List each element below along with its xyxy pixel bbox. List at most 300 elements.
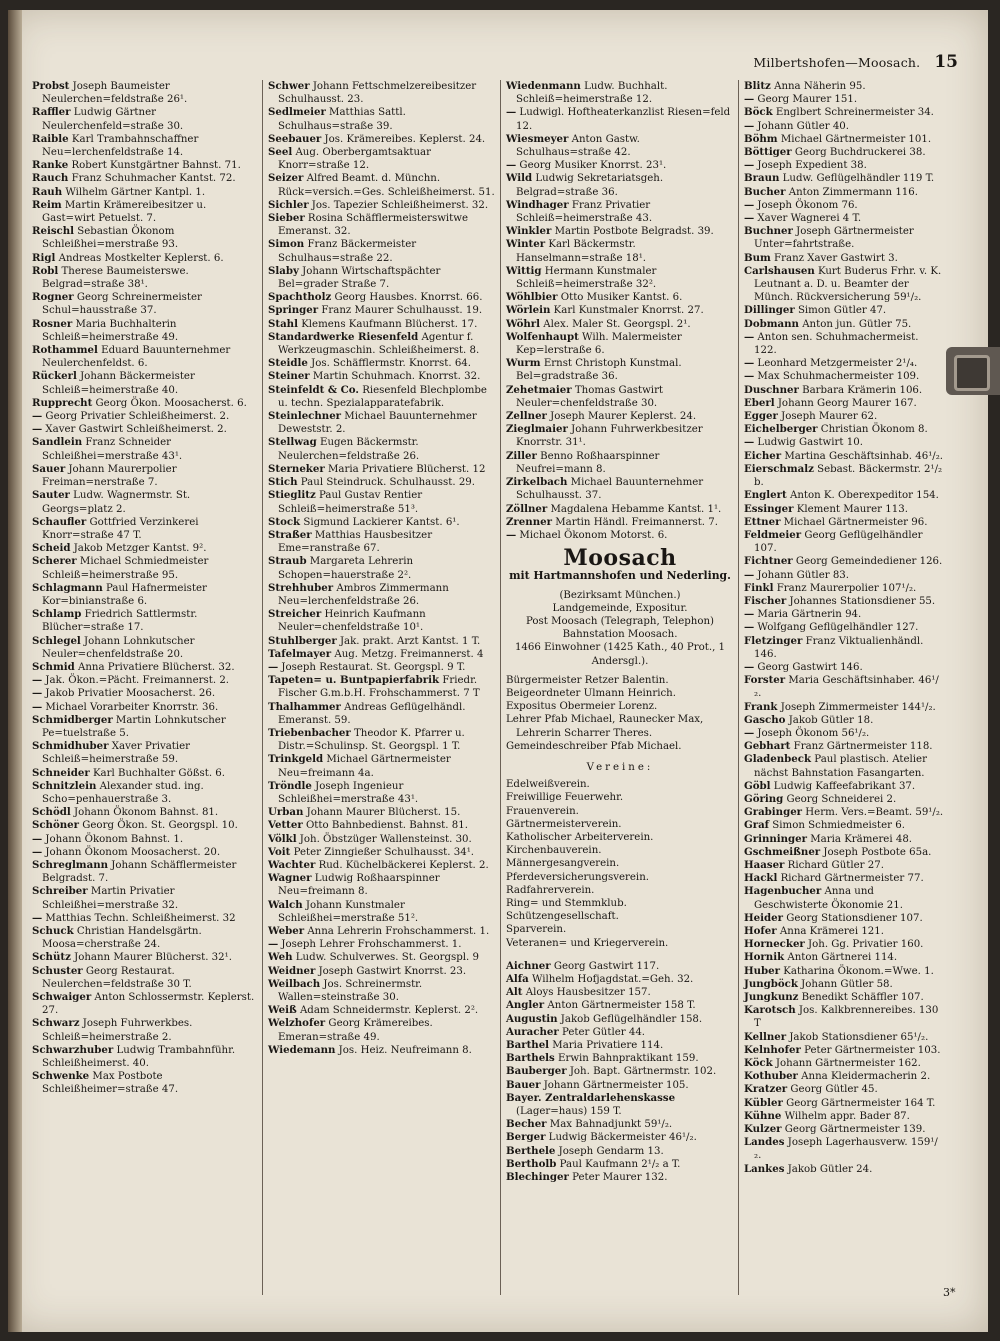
entry-details: Eugen Bäckermstr. Neulerchen=feldstraße 26. [278, 437, 420, 462]
entry-name: — [32, 674, 43, 687]
directory-entry [32, 225, 260, 251]
entry-name: Stock [268, 515, 301, 528]
entry-details: Karl Buchhalter Gößst. 6. [89, 767, 226, 779]
directory-entry [744, 186, 944, 199]
directory-entry [268, 370, 496, 383]
entry-name: Fletzinger [744, 634, 803, 647]
entry-name: Lankes [744, 1162, 785, 1175]
entry-details: Anna Lehrerin Frohschammerst. 1. [304, 926, 490, 937]
entry-details: Jos. Schreinermstr. Wallen=steinstraße 30. [278, 978, 423, 1004]
entry-details: Sigmund Lackierer Kantst. 6¹. [300, 516, 460, 528]
entry-name: — [744, 660, 755, 673]
entry-details: Michael Bauunternehmer Schulhausst. 37. [516, 477, 704, 502]
entry-name: Eberl [744, 396, 775, 409]
directory-entry [32, 991, 260, 1017]
directory-entry [744, 1004, 944, 1030]
verein-item: Veteranen= und Kriegerverein. [506, 937, 669, 949]
entry-details: Joseph Expedient 38. [754, 160, 867, 172]
directory-column-2 [268, 80, 496, 1057]
directory-entry [744, 318, 944, 331]
entry-name: Ettner [744, 515, 781, 528]
entry-name: Windhager [506, 198, 569, 211]
entry-name: Grabinger [744, 806, 803, 819]
entry-details: Maria Geschäftsinhaber. 46¹/₂. [754, 675, 939, 700]
entry-details: Jakob Gütler 24. [784, 1163, 873, 1175]
directory-entry [744, 885, 944, 911]
entry-name: Springer [268, 304, 319, 317]
directory-entry [32, 859, 260, 885]
page-header [738, 52, 958, 76]
entry-name: Schöner [32, 819, 80, 832]
directory-entry [32, 186, 260, 199]
directory-entry [32, 740, 260, 766]
entry-name: Wurm [506, 357, 541, 370]
page-number: 15 [934, 52, 958, 72]
entry-name: Köck [744, 1057, 773, 1070]
entry-details: Aloys Hausbesitzer 157. [522, 987, 651, 999]
entry-details: Peter Zinngießer Schulhausst. 34¹. [290, 846, 475, 858]
entry-details: Jos. Heiz. Neufreimann 8. [335, 1044, 472, 1056]
directory-entry [744, 384, 944, 397]
directory-entry [744, 569, 944, 582]
entry-name: Sauer [32, 462, 66, 475]
entry-name: — [744, 159, 755, 172]
directory-entry [744, 1070, 944, 1083]
entry-details: Otto Musiker Kantst. 6. [557, 292, 683, 304]
entry-details: Anton K. Oberexpeditor 154. [786, 490, 939, 502]
directory-entry [268, 304, 496, 317]
entry-details: Martin Krämereibesitzer u. Gast=wirt Petuelst. 7. [42, 199, 207, 225]
verein-item: Freiwillige Feuerwehr. [506, 792, 624, 804]
verein-item: Männergesangverein. [506, 858, 620, 870]
directory-entry [268, 899, 496, 925]
entry-name: Grinninger [744, 832, 808, 845]
official-line: Bürgermeister Retzer Balentin. [506, 674, 669, 686]
entry-details: Johann Maurer Blücherst. 15. [303, 807, 461, 819]
entry-details: Johann Fuhrwerkbesitzer Knorrstr. 31¹. [516, 424, 703, 449]
directory-entry [268, 172, 496, 198]
entry-name: Schwarz [32, 1017, 80, 1030]
column-divider [500, 80, 501, 1295]
column-divider [738, 80, 739, 1295]
directory-entry [744, 93, 944, 106]
book-spine [8, 10, 22, 1332]
entry-name: Graf [744, 819, 770, 832]
entry-name: Schwaiger [32, 991, 92, 1004]
entry-name: Gebhart [744, 740, 791, 753]
entry-name: — [744, 93, 755, 106]
entry-details: Michael Vorarbeiter Knorrstr. 36. [42, 701, 219, 713]
directory-entry [744, 1097, 944, 1110]
entry-details: Johann Ökonom Bahnst. 1. [42, 833, 184, 845]
directory-entry [506, 225, 734, 238]
directory-page [8, 10, 988, 1332]
directory-entry [32, 780, 260, 806]
directory-entry [744, 1044, 944, 1057]
entry-name: — [32, 832, 43, 845]
directory-entry [32, 965, 260, 991]
entry-name: Rothammel [32, 344, 98, 357]
directory-entry [506, 357, 734, 383]
entry-details: Alfred Beamt. d. Münchn. Rück=versich.=Ges. Schleißheimerst. 51. [278, 173, 495, 198]
entry-name: Steinfeldt & Co. [268, 383, 359, 396]
directory-entry [744, 806, 944, 819]
directory-entry [32, 912, 260, 925]
entry-details: Michael Bauunternehmer Deweststr. 2. [278, 411, 477, 436]
entry-name: Sandlein [32, 436, 83, 449]
entry-name: Wörlein [506, 304, 551, 317]
entry-name: Zieglmaier [506, 423, 568, 436]
directory-entry [32, 833, 260, 846]
entry-name: Angler [506, 999, 545, 1012]
directory-entry [32, 397, 260, 410]
entry-details: Ludwig Sekretariatsgeh. Belgrad=straße 36. [516, 173, 664, 198]
entry-details: Jos. Kalkbrennereibes. 130 T [754, 1005, 939, 1030]
entry-name: — [506, 159, 517, 172]
entry-details: Johann Wirtschaftspächter Bel=grader Straße 7. [278, 265, 441, 291]
entry-details: Kurt Buderus Frhr. v. K. Leutnant a. D. u. Beamter der Münch. Rückversicherung 59¹/₂. [754, 265, 942, 304]
entry-details: Joseph Restaurat. St. Georgspl. 9 T. [278, 661, 466, 673]
directory-entry [506, 133, 734, 159]
directory-entry [744, 740, 944, 753]
entry-details: Andreas Mostkelter Keplerst. 6. [55, 252, 224, 264]
entry-name: Gascho [744, 713, 786, 726]
directory-entry [32, 344, 260, 370]
entry-name: Heider [744, 911, 783, 924]
official-line: Expositus Obermeier Lorenz. [506, 701, 658, 713]
entry-details: Ludwig Bäckermeister 46¹/₂. [545, 1132, 697, 1144]
directory-entry [32, 951, 260, 964]
directory-entry [744, 872, 944, 885]
directory-entry [506, 476, 734, 502]
entry-name: Stahl [268, 317, 298, 330]
entry-details: Georg Musiker Knorrst. 23¹. [516, 160, 667, 172]
entry-name: Rauh [32, 185, 63, 198]
entry-name: Schlagmann [32, 581, 103, 594]
entry-details: Martin Postbote Belgradst. 39. [551, 226, 714, 238]
entry-details: Anna Krämerei 121. [776, 926, 885, 937]
entry-details: Englbert Schreinermeister 34. [772, 107, 934, 119]
entry-name: Finkl [744, 581, 774, 594]
entry-details: Ludwig Gärtner Neulerchenfeld=straße 30. [42, 107, 184, 132]
entry-name: Stellwag [268, 436, 317, 449]
entry-name: Duschner [744, 383, 799, 396]
entry-details: Maria Buchhalterin Schleiß=heimerstraße 49. [42, 318, 179, 343]
entry-name: — [744, 330, 755, 343]
directory-entry [32, 463, 260, 489]
entry-details: Johann Bäckermeister Schleiß=heimerstraße 40. [42, 371, 195, 396]
entry-details: Peter Gärtnermeister 103. [800, 1044, 941, 1056]
directory-entry [744, 1031, 944, 1044]
directory-entry [744, 252, 944, 265]
entry-details: Rud. Küchelbäckerei Keplerst. 2. [315, 859, 489, 871]
directory-entry [32, 674, 260, 687]
directory-entry [506, 172, 734, 198]
directory-entry [32, 318, 260, 344]
directory-entry [268, 925, 496, 938]
directory-entry [506, 1026, 734, 1039]
entry-name: Schuck [32, 925, 74, 937]
directory-entry [268, 146, 496, 172]
directory-entry [744, 172, 944, 185]
entry-details: Johann Lohnkutscher Neuler=chenfeldstraße 20. [42, 635, 195, 660]
entry-name: Schwer [268, 80, 310, 92]
entry-details: Anna Näherin 95. [770, 81, 866, 92]
entry-name: Zirkelbach [506, 476, 568, 489]
moosach-residents [506, 960, 734, 1184]
entry-name: — [744, 198, 755, 211]
directory-entry [268, 318, 496, 331]
entry-details: Jakob Stationsdiener 65¹/₂. [786, 1031, 929, 1043]
directory-entry [268, 965, 496, 978]
entry-name: Eichelberger [744, 423, 818, 436]
directory-entry [268, 555, 496, 581]
entry-details: Georg Gastwirt 117. [550, 960, 660, 972]
directory-entry [32, 423, 260, 436]
entry-details: Franz Schneider Schleißhei=merstraße 43¹. [42, 437, 183, 462]
entry-details: Xaver Privatier Schleiß=heimerstraße 59. [42, 741, 191, 766]
directory-entry [744, 621, 944, 634]
directory-entry [506, 410, 734, 423]
entry-details: Johannes Stationsdiener 55. [786, 595, 936, 607]
directory-entry [506, 1092, 734, 1118]
entry-name: Hornik [744, 951, 785, 964]
directory-entry [744, 833, 944, 846]
entry-name: Slaby [268, 264, 299, 277]
directory-entry [506, 304, 734, 317]
entry-details: Franz Bäckermeister Schulhaus=straße 22. [278, 239, 417, 264]
entry-details: Jakob Privatier Moosacherst. 26. [42, 688, 216, 700]
entry-name: Welzhofer [268, 1017, 326, 1030]
directory-entry [744, 912, 944, 925]
directory-entry [744, 225, 944, 251]
entry-details: Maria Privatiere 114. [549, 1040, 664, 1052]
entry-details: Robert Kunstgärtner Bahnst. 71. [68, 160, 241, 172]
entry-name: Englert [744, 489, 787, 502]
directory-entry [32, 608, 260, 634]
directory-entry [268, 265, 496, 291]
entry-details: Joseph Ökonom 76. [754, 199, 858, 211]
district-label: (Bezirksamt München.) [559, 589, 681, 601]
entry-details: Ernst Christoph Kunstmal. Bel=gradstraße 36. [516, 358, 682, 383]
directory-entry [744, 965, 944, 978]
directory-entry [32, 661, 260, 674]
entry-details: Karl Trambahnschaffner Neu=lerchenfeldstraße 14. [42, 133, 199, 159]
entry-name: Robl [32, 264, 59, 277]
verein-item: Sparverein. [506, 924, 567, 936]
entry-name: Winter [506, 238, 546, 251]
entry-name: Thalhammer [268, 700, 341, 713]
entry-details: Joseph Fuhrwerkbes. Schleiß=heimerstraße 2. [42, 1018, 193, 1043]
directory-entry [744, 1136, 944, 1162]
entry-name: Alfa [506, 973, 529, 985]
entry-details: Margareta Lehrerin Schopen=hauerstraße 2². [278, 556, 414, 581]
directory-entry [32, 1070, 260, 1096]
entry-name: Carlshausen [744, 264, 815, 277]
entry-name: Schlamp [32, 608, 82, 621]
entry-details: Georg Hausbes. Knorrst. 66. [331, 292, 483, 304]
directory-entry [744, 463, 944, 489]
directory-entry [32, 819, 260, 832]
entry-name: Huber [744, 964, 781, 977]
entry-name: Schmidhuber [32, 740, 109, 753]
entry-details: Maria Gärtnerin 94. [754, 609, 862, 621]
entry-details: Paul plastisch. Atelier nächst Bahnstation Fasangarten. [754, 754, 927, 779]
entry-details: Magdalena Hebamme Kantst. 1¹. [547, 503, 722, 515]
directory-entry [268, 1044, 496, 1057]
entry-name: Weber [268, 925, 305, 937]
entry-details: Martin Privatier Schleißhei=merstraße 32. [42, 886, 179, 911]
entry-details: Johann Georg Maurer 167. [774, 397, 917, 409]
entry-details: Joseph Maurer 62. [777, 411, 878, 423]
directory-entry [744, 489, 944, 502]
entry-details: Jakob Gütler 18. [785, 714, 874, 726]
directory-entry [506, 960, 734, 973]
directory-entry [268, 635, 496, 648]
section-title: Moosach [563, 545, 677, 572]
entry-details: Xaver Wagnerei 4 T. [754, 213, 862, 225]
directory-entry [32, 172, 260, 185]
entry-details: Jos. Tapezier Schleißheimerst. 32. [308, 199, 489, 211]
directory-entry [506, 1131, 734, 1144]
entry-name: Seebauer [268, 132, 322, 145]
entry-details: Christian Ökonom 8. [817, 424, 928, 436]
directory-entry [744, 106, 944, 119]
entry-name: Augustin [506, 1012, 558, 1025]
directory-entry [268, 846, 496, 859]
entry-name: Jungkunz [744, 991, 799, 1004]
entry-details: Paul Kaufmann 2¹/₂ a T. [556, 1158, 681, 1170]
entry-name: Göbl [744, 779, 771, 792]
column-divider [262, 80, 263, 1295]
entry-name: — [506, 106, 517, 119]
directory-entry [32, 252, 260, 265]
entry-name: Böttiger [744, 146, 792, 159]
entry-name: — [32, 423, 43, 436]
signature-mark: 3* [943, 1286, 956, 1299]
entry-name: Stuhlberger [268, 634, 337, 647]
verein-item: Schützengesellschaft. [506, 911, 619, 923]
entry-name: Bertholb [506, 1157, 557, 1170]
directory-entry [268, 582, 496, 608]
entry-details: Sebastian Ökonom Schleißhei=merstraße 93. [42, 226, 179, 251]
directory-entry [268, 833, 496, 846]
verein-item: Katholischer Arbeiterverein. [506, 831, 654, 843]
directory-entry [268, 476, 496, 489]
directory-entry [268, 648, 496, 661]
entry-name: Urban [268, 806, 304, 819]
entry-details: Wilhelm Hofjagdstat.=Geh. 32. [528, 974, 694, 985]
entry-name: Wiesmeyer [506, 132, 569, 145]
entry-details: (Lager=haus) 159 T. [516, 1106, 622, 1118]
directory-entry [268, 212, 496, 238]
entry-name: Blitz [744, 80, 771, 92]
verein-item: Edelweißverein. [506, 779, 590, 791]
entry-details: Johann Ökonom Bahnst. 81. [70, 807, 219, 819]
directory-entry [268, 938, 496, 951]
entry-details: Michael Gärtnermeister 101. [777, 133, 932, 145]
entry-details: Leonhard Metzgermeister 2¹/₄. [754, 358, 918, 370]
directory-entry [268, 1004, 496, 1017]
entry-details: Anton Gärtnerei 114. [784, 952, 898, 964]
entry-name: Schneider [32, 766, 90, 779]
directory-entry [744, 146, 944, 159]
entry-name: Steiner [268, 370, 310, 383]
entry-name: Schödl [32, 806, 71, 819]
entry-name: Ranke [32, 159, 69, 172]
entry-name: Kübler [744, 1096, 783, 1109]
directory-entry [32, 1017, 260, 1043]
directory-entry [268, 133, 496, 146]
entry-details: Andreas Geflügelhändl. Emeranst. 59. [278, 701, 466, 726]
directory-entry [506, 1065, 734, 1078]
entry-name: Alt [506, 986, 523, 999]
directory-entry [32, 436, 260, 462]
entry-name: Sedlmeier [268, 106, 326, 119]
entry-name: Weiß [268, 1004, 297, 1017]
entry-details: Georg Geflügelhändler 107. [754, 529, 923, 555]
directory-entry [744, 1057, 944, 1070]
directory-entry [744, 450, 944, 463]
entry-details: Otto Bahnbedienst. Bahnst. 81. [302, 820, 468, 832]
directory-entry [744, 793, 944, 806]
entry-name: Böhm [744, 132, 778, 145]
directory-entry [744, 516, 944, 529]
entry-name: — [32, 687, 43, 700]
entry-details: Benedikt Schäffler 107. [798, 992, 924, 1004]
directory-entry [744, 674, 944, 700]
entry-name: Wiedenmann [506, 80, 581, 92]
entry-details: Martin Händl. Freimannerst. 7. [551, 516, 718, 528]
entry-details: Xaver Gastwirt Schleißheimerst. 2. [42, 424, 227, 436]
entry-name: Spachtholz [268, 291, 332, 304]
directory-entry [744, 819, 944, 832]
entry-details: Jos. Krämereibes. Keplerst. 24. [321, 133, 486, 145]
entry-details: Ludw. Wagnermstr. St. Georgs=platz 2. [42, 490, 191, 515]
entry-details: Joseph Gendarm 13. [555, 1145, 664, 1157]
directory-entry [268, 780, 496, 806]
entry-details: Paul Steindruck. Schulhausst. 29. [297, 477, 476, 489]
entry-name: Gschmeißner [744, 845, 821, 858]
officials-list [506, 674, 734, 753]
verein-item: Ring= und Stemmklub. [506, 897, 627, 909]
directory-entry [506, 291, 734, 304]
entry-details: Franz Gärtnermeister 118. [790, 741, 933, 753]
entry-name: Zrenner [506, 515, 552, 528]
directory-entry [506, 384, 734, 410]
entry-details: Karl Bäckermstr. Hanselmann=straße 18¹. [516, 239, 647, 264]
entry-name: Reischl [32, 225, 75, 238]
entry-details: Wilhelm appr. Bader 87. [781, 1110, 910, 1122]
entry-name: Wagner [268, 872, 312, 885]
directory-entry [32, 542, 260, 555]
entry-name: — [744, 436, 755, 449]
directory-entry [744, 727, 944, 740]
entry-name: Schwarzhuber [32, 1043, 114, 1056]
directory-entry [506, 1145, 734, 1158]
directory-column-1 [32, 80, 260, 1097]
entry-name: Sichler [268, 198, 309, 211]
entry-name: Kellner [744, 1030, 787, 1043]
directory-entry [744, 1083, 944, 1096]
entry-details: Georg Gastwirt 146. [754, 661, 863, 673]
entry-details: Georg Krämereibes. Emeran=straße 49. [278, 1018, 433, 1043]
entry-details: Michael Gärtnermeister Neu=freimann 4a. [278, 754, 451, 779]
entry-name: — [744, 370, 755, 383]
directory-entry [32, 767, 260, 780]
entry-details: Joseph Lagerhausverw. 159¹/₂. [754, 1137, 938, 1162]
entry-name: Vetter [268, 819, 303, 832]
